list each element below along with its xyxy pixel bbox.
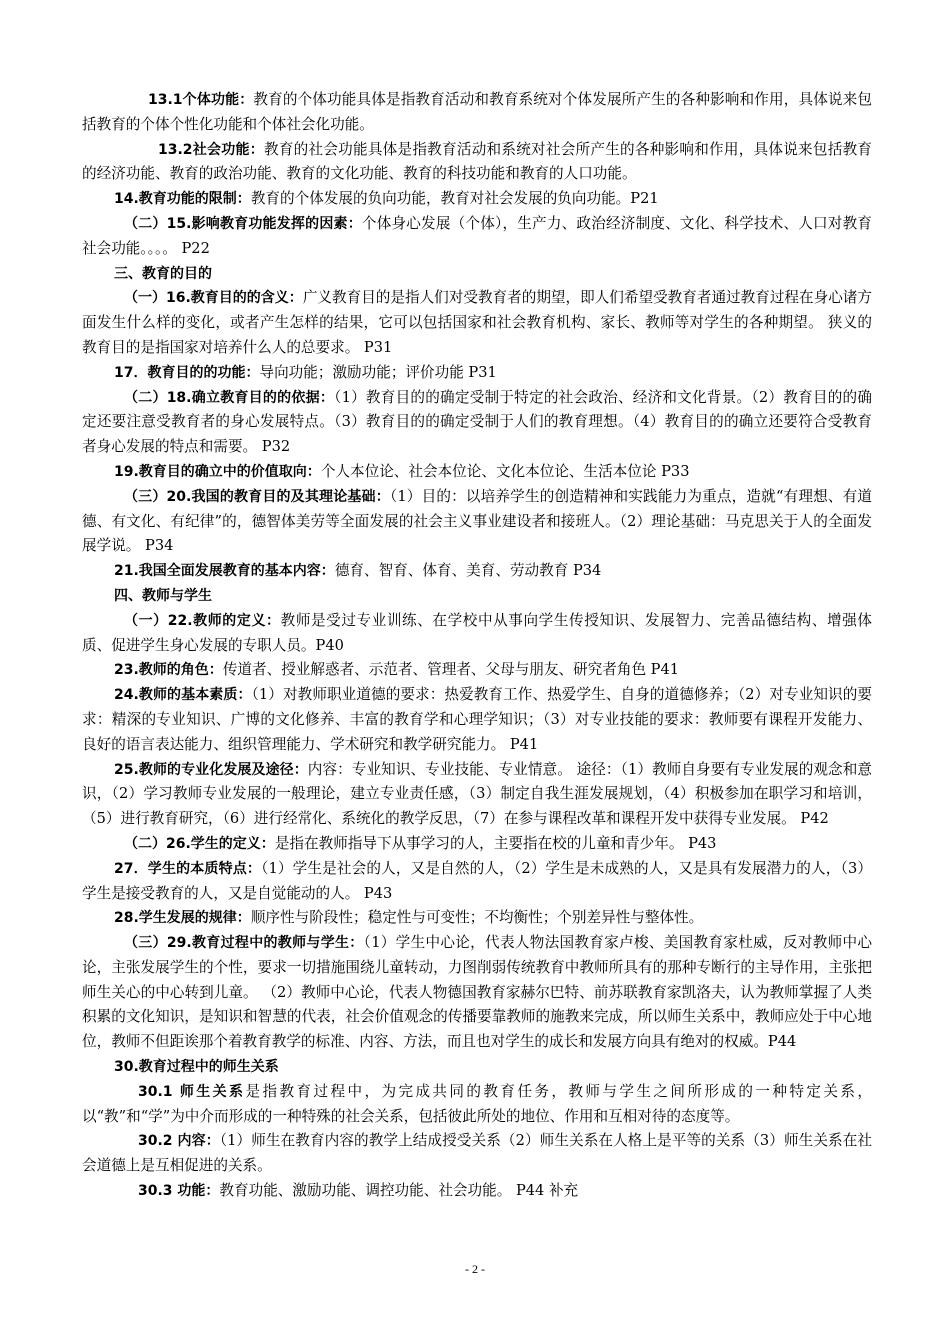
paragraph [82, 1179, 872, 1204]
paragraph [82, 559, 872, 584]
paragraph-heading: （二）18.确立教育目的的依据： [124, 389, 335, 406]
paragraph-heading: 14.教育功能的限制： [114, 191, 251, 208]
paragraph-heading: 四、教师与学生 [114, 587, 212, 604]
paragraph [82, 138, 872, 188]
paragraph [82, 212, 872, 262]
paragraph-heading: 21.我国全面发展教育的基本内容： [114, 563, 335, 580]
paragraph [82, 386, 872, 460]
paragraph-heading: 13.1个体功能： [148, 92, 254, 108]
paragraph [82, 758, 872, 832]
paragraph-heading: 27．学生的本质特点： [114, 860, 262, 877]
paragraph [82, 658, 872, 683]
paragraph-text: 德育、智育、体育、美育、劳动教育 P34 [334, 562, 602, 580]
paragraph [82, 361, 872, 386]
paragraph [82, 187, 872, 212]
paragraph-heading: （一）16.教育目的的含义： [124, 290, 303, 307]
paragraph [82, 1129, 872, 1179]
paragraph-heading: 19.教育目的确立中的价值取向： [114, 463, 321, 480]
paragraph-text: 教育的个体功能具体是指教育活动和教育系统对个体发展所产生的各种影响和作用，具体说来包括教育的个体个性化功能和个体社会化功能。 [82, 91, 872, 133]
paragraph-heading: 三、教育的目的 [114, 265, 212, 282]
paragraph-text: 传道者、授业解惑者、示范者、管理者、父母与朋友、研究者角色 P41 [222, 661, 680, 679]
page-number: - 2 - [465, 1262, 485, 1276]
paragraph-heading: 17．教育目的的功能： [114, 364, 260, 381]
paragraph [82, 286, 872, 360]
paragraph-heading: 30.2 内容： [138, 1133, 220, 1150]
paragraph [82, 832, 872, 857]
paragraph [82, 857, 872, 907]
paragraph-text: 教育的个体发展的负向功能，教育对社会发展的负向功能。P21 [250, 190, 659, 208]
paragraph-text: 顺序性与阶段性；稳定性与可变性；不均衡性；个别差异性与整体性。 [250, 909, 704, 927]
paragraph-heading: 30.1 师生关系 [138, 1083, 246, 1100]
paragraph-text: 是指在教师指导下从事学习的人，主要指在校的儿童和青少年。 P43 [274, 834, 717, 852]
paragraph-heading: （三）29.教育过程中的教师与学生： [124, 935, 364, 952]
paragraph-text: 广义教育目的是指人们对受教育者的期望，即人们希望受教育者通过教育过程在身心诸方面发生什么样的变化，或者产生怎样的结果，它可以包括国家和社会教育机构、家长、教师等对学生的各种期望。 狭义的教育目的是指国家对培养什么人的总要求。 P31 [82, 289, 872, 356]
paragraph-heading: 23.教师的角色： [114, 662, 223, 679]
paragraph-heading: 30.3 功能： [138, 1183, 220, 1200]
paragraph-heading: （三）20.我国的教育目的及其理论基础： [124, 488, 390, 505]
paragraph-text: （1）教育目的的确定受制于特定的社会政治、经济和文化背景。（2）教育目的的确定还要注意受教育者的身心发展特点。（3）教育目的的确定受制于人们的教育理想。（4）教育目的的确立还要符合受教育者身心发展的特点和需要。 P32 [82, 388, 872, 456]
paragraph [82, 906, 872, 931]
paragraph-heading: （二）15.影响教育功能发挥的因素： [124, 215, 362, 232]
paragraph-text: （1）目的：以培养学生的创造精神和实践能力为重点，造就“有理想、有道德、有文化、有纪律”的，德智体美劳等全面发展的社会主义事业建设者和接班人。（2）理论基础：马克思关于人的全面发展学说。 P34 [82, 487, 872, 555]
paragraph-text: 教育的社会功能具体是指教育活动和系统对社会所产生的各种影响和作用，具体说来包括教育的经济功能、教育的政治功能、教育的文化功能、教育的科技功能和教育的人口功能。 [82, 140, 872, 183]
paragraph [82, 88, 872, 138]
paragraph-heading: 28.学生发展的规律： [114, 910, 251, 927]
paragraph-heading: （一）22.教师的定义： [124, 612, 281, 629]
paragraph-heading: 24.教师的基本素质： [114, 687, 252, 704]
paragraph-text: 内容：专业知识、专业技能、专业情意。 途径：（1）教师自身要有专业发展的观念和意识，（2）学习教师专业发展的一般理论，建立专业责任感，（3）制定自我生涯发展规划，（4）积极参加在职学习和培训，（5）进行教育研究，（6）进行经常化、系统化的教学反思，（7）在参与课程改革和课程开发中获得专业发展。 P42 [82, 760, 872, 828]
paragraph-heading: 25.教师的专业化发展及途径： [114, 761, 308, 778]
paragraph-text: 教育功能、激励功能、调控功能、社会功能。 P44 补充 [219, 1182, 579, 1200]
paragraph [82, 1055, 872, 1080]
paragraph-heading: 30.教育过程中的师生关系 [114, 1059, 279, 1076]
paragraph-text: （1）对教师职业道德的要求：热爱教育工作、热爱学生、自身的道德修养；（2）对专业知识的要求：精深的专业知识、广博的文化修养、丰富的教育学和心理学知识；（3）对专业技能的要求：教师要有课程开发能力、良好的语言表达能力、组织管理能力、学术研究和教学研究能力。 P41 [82, 686, 872, 753]
paragraph [82, 584, 872, 609]
paragraph-text: 教师是受过专业训练、在学校中从事向学生传授知识、发展智力、完善品德结构、增强体质、促进学生身心发展的专职人员。P40 [82, 611, 872, 654]
paragraph [82, 485, 872, 559]
paragraph [82, 609, 872, 659]
paragraph-text: 导向功能；激励功能；评价功能 P31 [259, 363, 497, 381]
paragraph-text: （1）学生是社会的人，又是自然的人，（2）学生是未成熟的人，又是具有发展潜力的人，（3）学生是接受教育的人，又是自觉能动的人。 P43 [82, 859, 872, 902]
paragraph-text: （1）师生在教育内容的教学上结成授受关系（2）师生关系在人格上是平等的关系（3）师生关系在社会道德上是互相促进的关系。 [82, 1132, 873, 1175]
paragraph-text: 是指教育过程中，为完成共同的教育任务，教师与学生之间所形成的一种特定关系，以“教”和“学”为中介而形成的一种特殊的社会关系，包括彼此所处的地位、作用和互相对待的态度等。 [82, 1082, 872, 1125]
paragraph [82, 931, 872, 1055]
paragraph-text: 个人本位论、社会本位论、文化本位论、生活本位论 P33 [320, 462, 690, 480]
paragraph [82, 460, 872, 485]
paragraph [82, 683, 872, 757]
paragraph-text: （1）学生中心论，代表人物法国教育家卢梭、美国教育家杜威，反对教师中心论，主张发展学生的个性，要求一切措施围绕儿童转动，力图削弱传统教育中教师所具有的那种专断行的主导作用，主张把师生关心的中心转到儿童。 （2）教师中心论，代表人物德国教育家赫尔巴特、前苏联教育家凯洛夫，认为教师掌握了人类积累的文化知识，是知识和智慧的代表，社会价值观念的传播要靠教师的施教来完成，所以师生关系中，教师应处于中心地位，教师不但距诶那个着教育教学的标准、内容、方法，而且也对学生的成长和发展方向具有绝对的权威。P44 [82, 934, 872, 1051]
paragraph [82, 262, 872, 287]
paragraph [82, 1080, 872, 1130]
document-body [82, 88, 872, 1204]
paragraph-text: 个体身心发展（个体），生产力、政治经济制度、文化、科学技术、人口对教育社会功能。。。。 P22 [82, 214, 872, 257]
paragraph-heading: （二）26.学生的定义： [124, 835, 275, 852]
paragraph-heading: 13.2社会功能： [158, 141, 264, 158]
